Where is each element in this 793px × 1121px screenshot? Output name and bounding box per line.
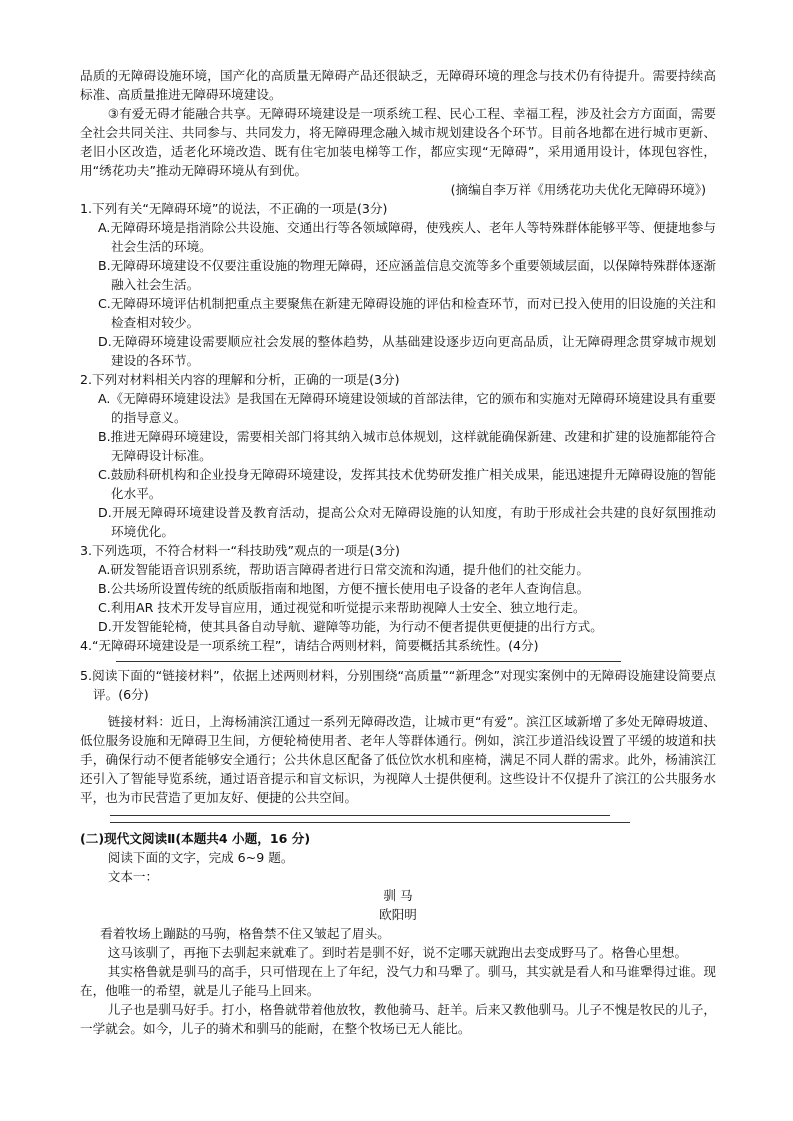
- intro-paragraph-1: 品质的无障碍设施环境，国产化的高质量无障碍产品还很缺乏，无障碍环境的理念与技术仍有待提升。需要持续高标准、高质量推进无障碍环境建设。: [80, 68, 716, 102]
- story-title: 驯 马: [383, 888, 413, 903]
- story-paragraph: 看着牧场上蹦跶的马驹，格鲁禁不住又皱起了眉头。: [100, 926, 390, 941]
- question-4: [80, 636, 716, 662]
- section-heading: (二)现代文阅读Ⅱ(本题共4 小题，16 分): [80, 831, 311, 846]
- story-paragraph: 其实格鲁就是驯马的高手，只可惜现在上了年纪，没气力和马犟了。驯马，其实就是看人和马谁犟得过谁。现在，他唯一的希望，就是儿子能马上回来。: [80, 964, 716, 998]
- question-stem: 4.“无障碍环境建设是一项系统工程”，请结合两则材料，简要概括其系统性。(4分): [80, 638, 539, 653]
- option-d: D.无障碍环境建设需要顺应社会发展的整体趋势，从基础建设逐步迈向更高品质，让无障碍理念贯穿城市规划建设的各环节。: [98, 334, 716, 368]
- story-paragraph: 这马该驯了，再拖下去驯起来就难了。到时若是驯不好，说不定哪天就跑出去变成野马了。格鲁心里想。: [107, 945, 688, 960]
- option-b: B.公共场所设置传统的纸质版指南和地图，方便不擅长使用电子设备的老年人查询信息。: [98, 581, 590, 596]
- question-3: [80, 541, 716, 636]
- section-instruction: 阅读下面的文字，完成 6~9 题。: [107, 850, 294, 865]
- text-label: 文本一：: [107, 869, 159, 884]
- answer-line: [110, 822, 630, 823]
- answer-line: [110, 815, 610, 816]
- option-a: A.研发智能语音识别系统，帮助语言障碍者进行日常交流和沟通，提升他们的社交能力。: [98, 562, 589, 577]
- option-c: C.鼓励科研机构和企业投身无障碍环境建设，发挥其技术优势研发推广相关成果，能迅速提升无障碍设施的智能化水平。: [98, 467, 716, 501]
- option-d: D.开发智能轮椅，使其具备自动导航、避障等功能，为行动不便者提供更便捷的出行方式。: [98, 619, 603, 634]
- story-paragraph: 儿子也是驯马好手。打小，格鲁就带着他放牧，教他骑马、赶羊。后来又教他驯马。儿子不愧是牧民的儿子，一学就会。如今，儿子的骑术和驯马的能耐，在整个牧场已无人能比。: [80, 1002, 716, 1036]
- question-stem: 5.阅读下面的“链接材料”，依据上述两则材料，分别围绕“高质量”“新理念”对现实案例中的无障碍设施建设简要点评。(6分): [80, 668, 716, 702]
- question-5: [80, 666, 716, 704]
- option-a: A.《无障碍环境建设法》是我国在无障碍环境建设领域的首部法律，它的颁布和实施对无障碍环境建设具有重要的指导意义。: [98, 391, 716, 425]
- option-b: B.推进无障碍环境建设，需要相关部门将其纳入城市总体规划，这样就能确保新建、改建和扩建的设施都能符合无障碍设计标准。: [98, 429, 716, 463]
- question-stem: 1.下列有关“无障碍环境”的说法，不正确的一项是(3分): [80, 201, 388, 216]
- question-1: [80, 199, 716, 370]
- question-stem: 3.下列选项，不符合材料一“科技助残”观点的一项是(3分): [80, 543, 400, 558]
- story-author: 欧阳明: [379, 907, 417, 922]
- option-d: D.开展无障碍环境建设普及教育活动，提高公众对无障碍设施的认知度，有助于形成社会共建的良好氛围推动环境优化。: [98, 505, 716, 539]
- option-c: C.利用AR 技术开发导盲应用，通过视觉和听觉提示来帮助视障人士安全、独立地行走。: [98, 600, 586, 615]
- question-2: [80, 370, 716, 541]
- source-citation: (摘编自李万祥《用绣花功夫优化无障碍环境》): [450, 182, 706, 197]
- option-c: C.无障碍环境评估机制把重点主要聚焦在新建无障碍设施的评估和检查环节，而对已投入使用的旧设施的关注和检查相对较少。: [98, 296, 716, 330]
- option-a: A.无障碍环境是指消除公共设施、交通出行等各领域障碍，使残疾人、老年人等特殊群体能够平等、便捷地参与社会生活的环境。: [98, 220, 716, 254]
- option-b: B.无障碍环境建设不仅要注重设施的物理无障碍，还应涵盖信息交流等多个重要领域层面，以保障特殊群体逐渐融入社会生活。: [98, 258, 716, 292]
- exam-page: [80, 66, 716, 1038]
- question-stem: 2.下列对材料相关内容的理解和分析，正确的一项是(3分): [80, 372, 400, 387]
- intro-paragraph-2: ③有爱无碍才能融合共享。无障碍环境建设是一项系统工程、民心工程、幸福工程，涉及社会方方面面，需要全社会共同关注、共同参与、共同发力，将无障碍理念融入城市规划建设各个环节。目前各地都在进行城市更新、老旧小区改造，适老化环境改造、既有住宅加装电梯等工作，都应实现“无障碍”，采用通用设计，体现包容性，用“绣花功夫”推动无障碍环境从有到优。: [80, 106, 716, 178]
- link-material: 链接材料：近日，上海杨浦滨江通过一系列无障碍改造，让城市更“有爱”。滨江区域新增了多处无障碍坡道、低位服务设施和无障碍卫生间，方便轮椅使用者、老年人等群体通行。例如，滨江步道沿线设置了平缓的坡道和扶手，确保行动不便者能够安全通行；公共休息区配备了低位饮水机和座椅，满足不同人群的需求。此外，杨浦滨江还引入了智能导览系统，通过语音提示和盲文标识，为视障人士提供便利。这些设计不仅提升了滨江的公共服务水平，也为市民营造了更加友好、便捷的公共空间。: [80, 714, 716, 805]
